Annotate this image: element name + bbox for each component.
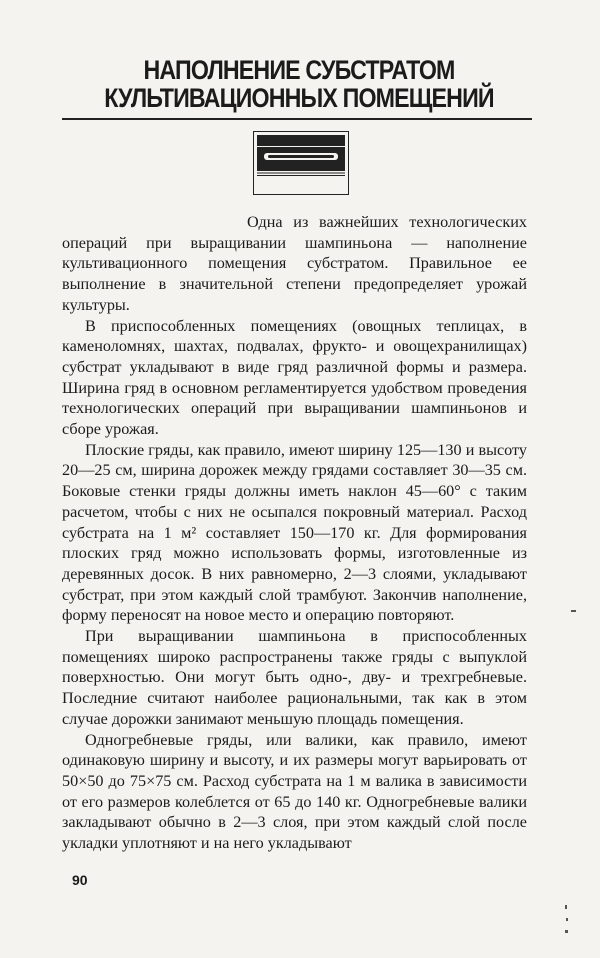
paragraph: В приспособленных помещениях (овощных теплицах, в каменоломнях, шахтах, подвалах, фрукто- и овощехранилищах) субстрат укладывают в виде гряд различной формы и размера. Ширина гряд в основном регламентируется удобством проведения технологических операций при выращивании шампиньонов и сборе урожая. — [62, 316, 527, 439]
margin-mark — [565, 905, 567, 909]
margin-mark — [565, 930, 568, 933]
chapter-emblem-icon — [253, 131, 349, 195]
paragraph: Одна из важнейших технологических операций при выращивании шампиньона — наполнение культивационного помещения субстратом. Правильное ее выполнение в значительной степени предопределяет урожай культуры. — [62, 213, 527, 314]
chapter-title — [95, 56, 503, 112]
chapter-title-line-1: НАПОЛНЕНИЕ СУБСТРАТОМ — [143, 55, 455, 85]
paragraph: Плоские гряды, как правило, имеют ширину 125—130 и высоту 20—25 см, ширина дорожек между грядами составляет 30—35 см. Боковые стенки гряды должны иметь наклон 45—60° с таким расчетом, чтобы с них не осыпался покровный материал. Расход субстрата на 1 м² составляет 150—170 кг. Для формирования плоских гряд можно использовать формы, изготовленные из деревянных досок. В них равномерно, 2—3 слоями, укладывают субстрат, при этом каждый слой трамбуют. Закончив наполнение, форму переносят на новое место и операцию повторяют. — [62, 440, 527, 625]
chapter-title-line-2: КУЛЬТИВАЦИОННЫХ ПОМЕЩЕНИЙ — [104, 83, 494, 113]
body-text — [62, 212, 527, 854]
title-underline — [62, 118, 532, 120]
margin-mark — [571, 610, 576, 612]
page-number: 90 — [72, 872, 88, 888]
margin-mark — [566, 918, 568, 921]
paragraph: При выращивании шампиньона в приспособленных помещениях широко распространены также гряды с выпуклой поверхностью. Они могут быть одно-, дву- и трехгребневые. Последние считают наиболее рациональными, так как в этом случае дорожки занимают меньшую площадь помещения. — [62, 627, 527, 728]
paragraph: Одногребневые гряды, или валики, как правило, имеют одинаковую ширину и высоту, и их размеры могут варьировать от 50×50 до 75×75 см. Расход субстрата на 1 м валика в зависимости от его размеров колеблется от 65 до 140 кг. Одногребневые валики закладывают обычно в 2—3 слоя, при этом каждый слой после укладки уплотняют и на него укладывают — [62, 730, 527, 853]
